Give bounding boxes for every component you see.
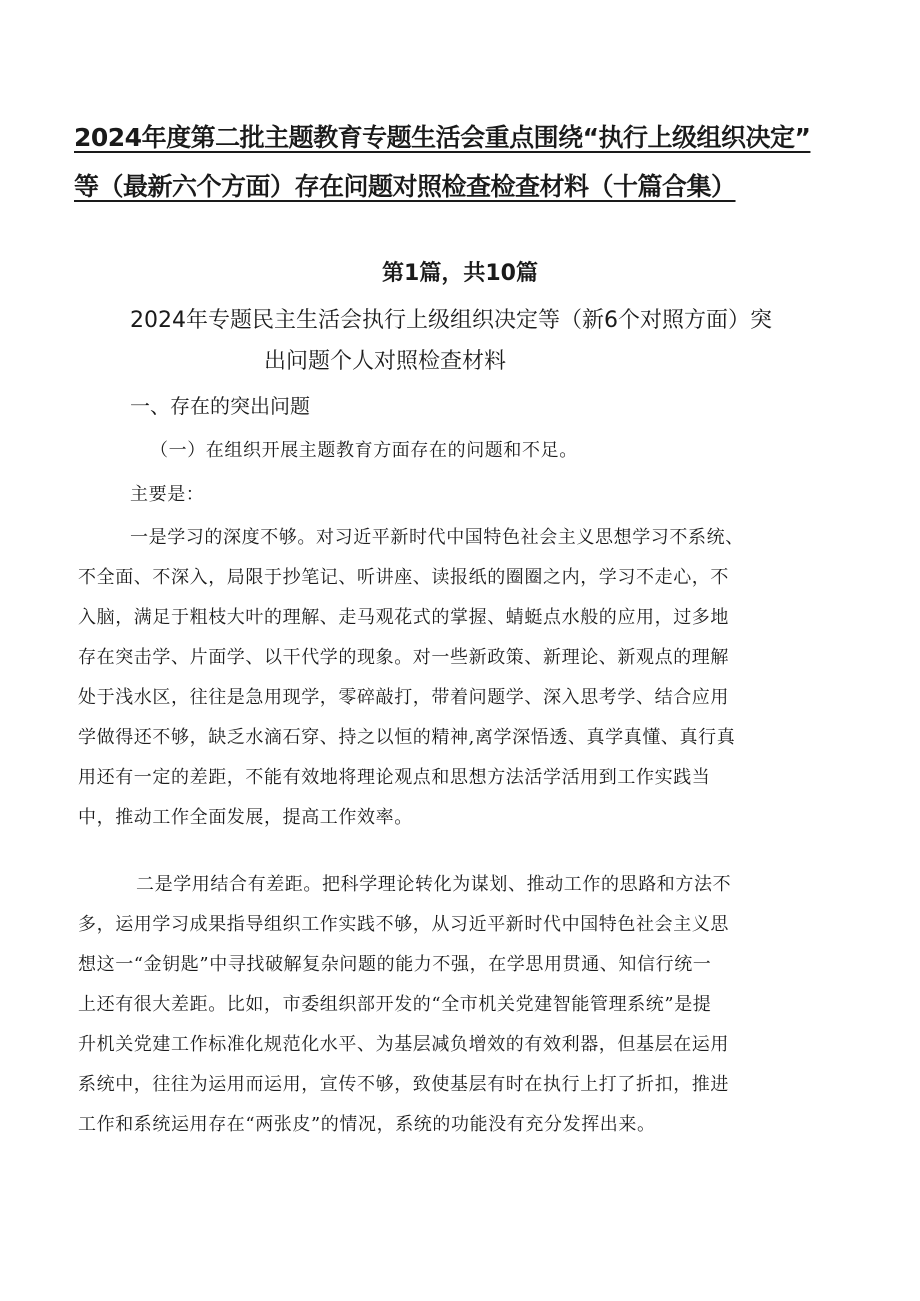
document-title-line-2: 等（最新六个方面）存在问题对照检查检查材料（十篇合集） [74,172,736,201]
paragraph-line: 一是学习的深度不够。对习近平新时代中国特色社会主义思想学习不系统、 [130,527,744,548]
document-title-line-1: 2024年度第二批主题教育专题生活会重点围绕“执行上级组织决定” [74,123,811,152]
paragraph-2 [78,865,848,1145]
document-title [74,113,864,211]
paragraph-line: 系统中，往往为运用而运用，宣传不够，致使基层有时在执行上打了折扣，推进 [78,1074,729,1095]
paragraph-line: 学做得还不够，缺乏水滴石穿、持之以恒的精神,离学深悟透、真学真懂、真行真 [78,727,736,748]
part-label: 第1篇，共10篇 [382,261,538,286]
paragraph-line: 想这一“金钥匙”中寻找破解复杂问题的能力不强，在学思用贯通、知信行统一 [78,954,712,975]
main-label [130,475,900,515]
paragraph-line: 处于浅水区，往往是急用现学，零碎敲打，带着问题学、深入思考学、结合应用 [78,687,729,708]
paragraph-line: 二是学用结合有差距。把科学理论转化为谋划、推动工作的思路和方法不 [136,874,732,895]
paragraph-line: 存在突击学、片面学、以干代学的现象。对一些新政策、新理论、新观点的理解 [78,647,729,668]
paragraph-line: 上还有很大差距。比如，市委组织部开发的“全市机关党建智能管理系统”是提 [78,994,712,1015]
paragraph-line: 工作和系统运用存在“两张皮”的情况，系统的功能没有充分发挥出来。 [78,1114,656,1135]
paragraph-line: 中，推动工作全面发展，提高工作效率。 [78,807,413,828]
paragraph-line: 入脑，满足于粗枝大叶的理解、走马观花式的掌握、蜻蜓点水般的应用，过多地 [78,607,729,628]
item-heading-text: （一）在组织开展主题教育方面存在的问题和不足。 [150,440,578,461]
article-title-line-1: 2024年专题民主生活会执行上级组织决定等（新6个对照方面）突 [130,308,772,333]
main-label-text: 主要是： [130,484,205,505]
paragraph-line: 不全面、不深入，局限于抄笔记、听讲座、读报纸的圈圈之内，学习不走心，不 [78,567,729,588]
item-heading [150,431,920,471]
paragraph-line: 用还有一定的差距，不能有效地将理论观点和思想方法活学活用到工作实践当 [78,767,711,788]
article-title-line-2: 出问题个人对照检查材料 [264,349,507,374]
section-heading: 一、存在的突出问题 [130,394,310,418]
paragraph-1 [78,518,848,838]
paragraph-line: 多，运用学习成果指导组织工作实践不够，从习近平新时代中国特色社会主义思 [78,914,729,935]
paragraph-line: 升机关党建工作标准化规范化水平、为基层减负增效的有效利器，但基层在运用 [78,1034,729,1055]
